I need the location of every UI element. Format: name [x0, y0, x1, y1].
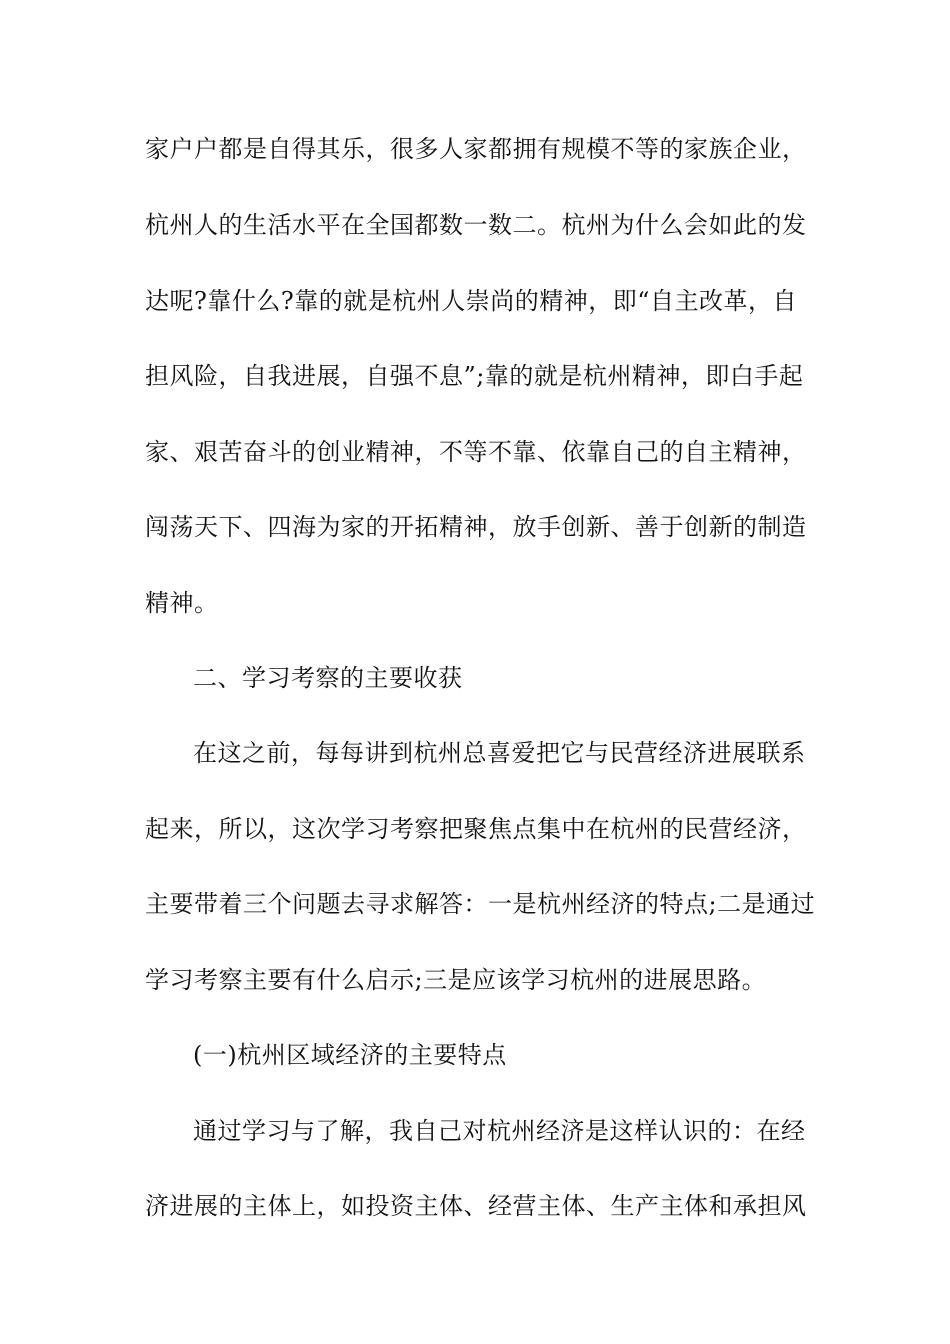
text-line: 闯荡天下、四海为家的开拓精神，放手创新、善于创新的制造: [145, 513, 807, 541]
text-line: 主要带着三个问题去寻求解答：一是杭州经济的特点;二是通过: [145, 890, 816, 918]
text-line: 杭州人的生活水平在全国都数一数二。杭州为什么会如此的发: [145, 211, 807, 239]
text-line: 起来，所以，这次学习考察把聚焦点集中在杭州的民营经济，: [145, 815, 807, 843]
text-line: 学习考察主要有什么启示;三是应该学习杭州的进展思路。: [145, 966, 767, 994]
section-heading: 二、学习考察的主要收获: [193, 664, 463, 692]
text-line: 家户户都是自得其乐，很多人家都拥有规模不等的家族企业，: [145, 135, 807, 163]
text-line: 达呢?靠什么?靠的就是杭州人崇尚的精神，即“自主改革，自: [145, 287, 798, 315]
subsection-heading: (一)杭州区域经济的主要特点: [193, 1041, 507, 1069]
paragraph-start-line: 通过学习与了解，我自己对杭州经济是这样认识的：在经: [193, 1117, 806, 1145]
text-line: 精神。: [145, 589, 219, 617]
paragraph-start-line: 在这之前，每每讲到杭州总喜爱把它与民营经济进展联系: [193, 739, 806, 767]
text-line: 家、艰苦奋斗的创业精神，不等不靠、依靠自己的自主精神，: [145, 438, 807, 466]
text-line: 济进展的主体上，如投资主体、经营主体、生产主体和承担风: [145, 1192, 807, 1220]
text-line: 担风险，自我进展，自强不息”;靠的就是杭州精神，即白手起: [145, 362, 804, 390]
